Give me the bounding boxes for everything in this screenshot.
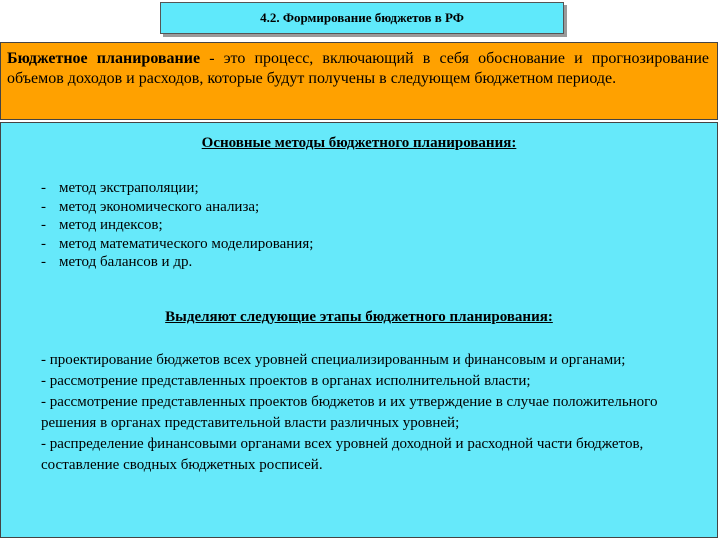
list-item: - рассмотрение представленных проектов бюджетов и их утверждение в случае положительного решения в органах представительной власти различных уровней;	[41, 394, 658, 431]
list-item: - распределение финансовыми органами всех уровней доходной и расходной части бюджетов, составление сводных бюджетных росписей.	[41, 436, 644, 473]
definition-box	[0, 42, 718, 120]
slide-title: 4.2. Формирование бюджетов в РФ	[260, 10, 464, 25]
list-item: - метод экономического анализа;	[41, 198, 260, 215]
list-item: - рассмотрение представленных проектов в органах исполнительной власти;	[41, 373, 531, 389]
definition-term: Бюджетное планирование	[7, 50, 201, 67]
methods-heading: Основные методы бюджетного планирования:	[201, 135, 517, 151]
stages-heading: Выделяют следующие этапы бюджетного планирования:	[165, 309, 553, 325]
list-item: - метод индексов;	[41, 217, 163, 233]
list-item: - метод балансов и др.	[41, 254, 193, 270]
list-item: - метод экстраполяции;	[41, 180, 199, 196]
list-item: - метод математического моделирования;	[41, 235, 314, 252]
slide-title-box	[160, 2, 564, 34]
definition-text: - это процесс, включающий в себя обоснование и прогнозирование объемов доходов и расходов, которые будут получены в следующем бюджетном периоде.	[7, 50, 710, 87]
list-item: - проектирование бюджетов всех уровней специализированным и финансовым и органами;	[41, 352, 626, 368]
methods-list	[41, 179, 313, 272]
stages-list	[41, 350, 691, 476]
content-box	[0, 122, 718, 538]
